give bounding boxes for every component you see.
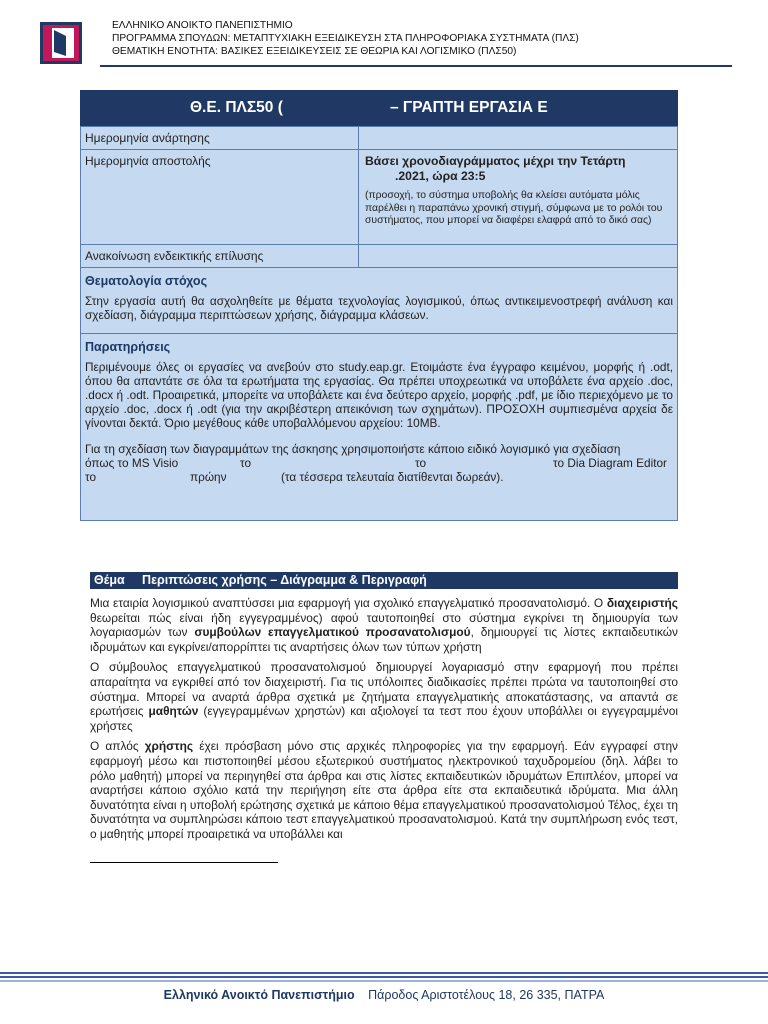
remarks-section <box>81 334 677 520</box>
row-send-date <box>81 150 677 245</box>
remarks-p2-dia: το Dia Diagram Editor <box>553 456 667 470</box>
send-date-line2: .2021, ώρα 23:5 <box>395 169 486 183</box>
theme-title-bar <box>90 572 678 589</box>
publish-date-label: Ημερομηνία ανάρτησης <box>81 127 359 149</box>
topics-title: Θεματολογία στόχος <box>85 274 208 288</box>
title-assignment: – ΓΡΑΠΤΗ ΕΡΓΑΣΙΑ Ε <box>390 99 548 116</box>
theme-p2-text-a: Ο σύμβουλος επαγγελματικού προσανατολισμού δημιουργεί λογαριασμό στην εφαρμογή που πρέπει απαραίτητα να εγκριθεί από τον διαχειριστή. Για τις υπόλοιπες διαδικασίες πρέπει πρώτα να ταυτοποιηθεί στο σύστημα. Μπορεί να αναρτά άρθρα σχετικά με ζητήματα επαγγελματικής αποκατάστασης, να απαντά σε ερωτήσεις <box>90 660 678 719</box>
remarks-p2-to-3: το <box>85 470 97 484</box>
footer-band-line-1 <box>0 972 768 974</box>
theme-p1-text-e: , δημιουργεί τις λίστες εκπαιδευτικών ιδρυμάτων και εγκρίνει/απορρίπτει τις αναρτήσεις όλων των τύπων χρήστη <box>90 625 679 654</box>
footer-org: Ελληνικό Ανοικτό Πανεπιστήμιο <box>163 988 355 1002</box>
theme-p3-user: χρήστης <box>144 739 194 754</box>
remarks-title: Παρατηρήσεις <box>85 340 171 354</box>
theme-p1-admin: διαχειριστής <box>606 596 678 610</box>
assignment-info-table <box>80 126 678 521</box>
remarks-p2-line1: Για τη σχεδίαση των διαγραμμάτων της άσκησης χρησιμοποιήστε κάποιο ειδικό λογισμικό για σχεδίαση <box>85 442 621 456</box>
remarks-paragraph-2 <box>85 442 673 484</box>
solution-label: Ανακοίνωση ενδεικτικής επίλυσης <box>81 245 359 267</box>
topics-text: Στην εργασία αυτή θα ασχοληθείτε με θέματα τεχνολογίας λογισμικού, όπως αντικειμενοστρεφή ανάλυση και σχεδίαση, διάγραμμα περιπτώσεων χρήσης, διάγραμμα κλάσεων. <box>85 294 673 322</box>
send-date-note: (προσοχή, το σύστημα υποβολής θα κλείσει αυτόματα μόλις παρέλθει η παραπάνω χρονική στιγμή, σύμφωνα με το ρολόι του συστήματος, που μπορεί να διαφέρει ελαφρά από το δικό σας) <box>365 190 663 226</box>
theme-body <box>90 596 678 848</box>
theme-p2-students: μαθητών <box>148 704 199 719</box>
remarks-p2-to-2: το <box>415 456 427 470</box>
theme-paragraph-2 <box>90 660 678 733</box>
footer-band-line-2 <box>0 976 768 978</box>
theme-title: Θέμα Περιπτώσεις χρήσης – Διάγραμμα & Περιγραφή <box>94 573 427 587</box>
theme-p3-text-c: έχει πρόσβαση μόνο στις αρχικές πληροφορίες για την εφαρμογή. Εάν εγγραφεί στην εφαρμογή μέσω και πιστοποιηθεί μέσου εξωτερικού συστήματος ηλεκτρονικού ταχυδρομείου (δηλ. λάβει το ρόλο μαθητή) μπορεί να περιηγηθεί στα άρθρα και στις λίστες εκπαιδευτικών ιδρυμάτων Επιπλέον, μπορεί να αναρτήσει κάποιο σχόλιο κατά την περιήγηση είτε στα άρθρα είτε στα εκπαιδευτικά ιδρύματα. Μια άλλη δυνατότητα είναι η υποβολή ερώτησης σχετικά με κάποιο θέμα επαγγελματικού προσανατολισμού Τέλος, έχει τη δυνατότητα να συμπληρώσει κάποιο τεστ επαγγελματικού προσανατολισμού. Κατά την συμπλήρωση ενός τεστ, ο μαθητής μπορεί προαιρετικά να υποβάλλει και <box>90 739 679 841</box>
remarks-p2-free: (τα τέσσερα τελευταία διατίθενται δωρεάν). <box>281 470 504 484</box>
publish-date-value <box>359 127 677 149</box>
row-solution-announcement <box>81 245 677 268</box>
remarks-p2-to-1: το <box>240 456 252 470</box>
solution-value <box>359 245 677 267</box>
footer-address: Πάροδος Αριστοτέλους 18, 26 335, ΠΑΤΡΑ <box>368 988 605 1002</box>
page-footer <box>0 988 768 1002</box>
send-date-label: Ημερομηνία αποστολής <box>81 150 359 244</box>
remarks-text <box>85 360 673 484</box>
theme-p1-advisors: συμβούλων επαγγελματικού προσανατολισμού <box>194 625 471 640</box>
theme-p1-text-a: Μια εταιρία λογισμικού αναπτύσσει μια εφαρμογή για σχολικό επαγγελματικό προσανατολισμό. Ο <box>90 596 604 610</box>
theme-p3-text-a: Ο απλός <box>90 739 145 754</box>
topics-section <box>81 268 677 334</box>
send-date-value <box>359 150 677 244</box>
send-date-line1: Βάσει χρονοδιαγράμματος μέχρι την Τετάρτη <box>365 154 626 168</box>
header-line-unit: ΘΕΜΑΤΙΚΗ ΕΝΟΤΗΤΑ: ΒΑΣΙΚΕΣ ΕΞΕΙΔΙΚΕΥΣΕΙΣ ΣΕ ΘΕΩΡΙΑ ΚΑΙ ΛΟΓΙΣΜΙΚΟ (ΠΛΣ50) <box>112 46 517 57</box>
header-rule <box>100 65 732 67</box>
remarks-p2-visio: όπως το MS Visio <box>85 456 179 470</box>
university-logo-icon <box>40 22 82 64</box>
footnote-separator <box>90 862 278 863</box>
theme-paragraph-3 <box>90 739 678 841</box>
title-course: Θ.Ε. ΠΛΣ50 ( <box>190 99 283 116</box>
header-line-university: ΕΛΛΗΝΙΚΟ ΑΝΟΙΚΤΟ ΠΑΝΕΠΙΣΤΗΜΙΟ <box>112 20 293 31</box>
remarks-paragraph-1: Περιμένουμε όλες οι εργασίες να ανεβούν στο study.eap.gr. Ετοιμάστε ένα έγγραφο κειμένου, μορφής ή .odt, όπου θα απαντάτε σε όλα τα ερωτήματα της εργασίας. Θα πρέπει υποχρεωτικά να υποβάλετε ένα αρχείο .doc, .docx ή .odt. Προαιρετικά, μπορείτε να υποβάλετε και ένα δεύτερο αρχείο, μορφής .pdf, με ίδιο περιεχόμενο με το αρχείο .doc, .docx ή .odt (για την ακριβέστερη απεικόνιση των σχημάτων). ΠΡΟΣΟΧΗ συμπιεσμένα αρχεία δε γίνονται δεκτά. Όριο μεγέθους κάθε υποβαλλόμενου αρχείου: 10MB. <box>85 360 673 430</box>
theme-p1-text-c: θεωρείται πώς είναι ήδη εγγεγραμμένος) αφού ταυτοποιηθεί στο σύστημα εγκρίνει τη δημιουργία των λογαριασμών των <box>90 610 678 640</box>
remarks-p2-formerly: πρώην <box>190 470 227 484</box>
assignment-title-bar <box>80 90 678 126</box>
header-line-program: ΠΡΟΓΡΑΜΜΑ ΣΠΟΥΔΩΝ: ΜΕΤΑΠΤΥΧΙΑΚΗ ΕΞΕΙΔΙΚΕΥΣΗ ΣΤΑ ΠΛΗΡΟΦΟΡΙΑΚΑ ΣΥΣΤΗΜΑΤΑ (ΠΛΣ) <box>112 33 579 44</box>
row-publish-date <box>81 127 677 150</box>
theme-paragraph-1 <box>90 596 678 654</box>
theme-p2-text-c: (εγγεγραμμένων χρηστών) και αξιολογεί τα τεστ που έχουν υποβάλλει οι εγγεγραμμένοι χρήστες <box>90 704 678 733</box>
footer-band-line-3 <box>0 980 768 982</box>
header-text <box>112 19 579 58</box>
